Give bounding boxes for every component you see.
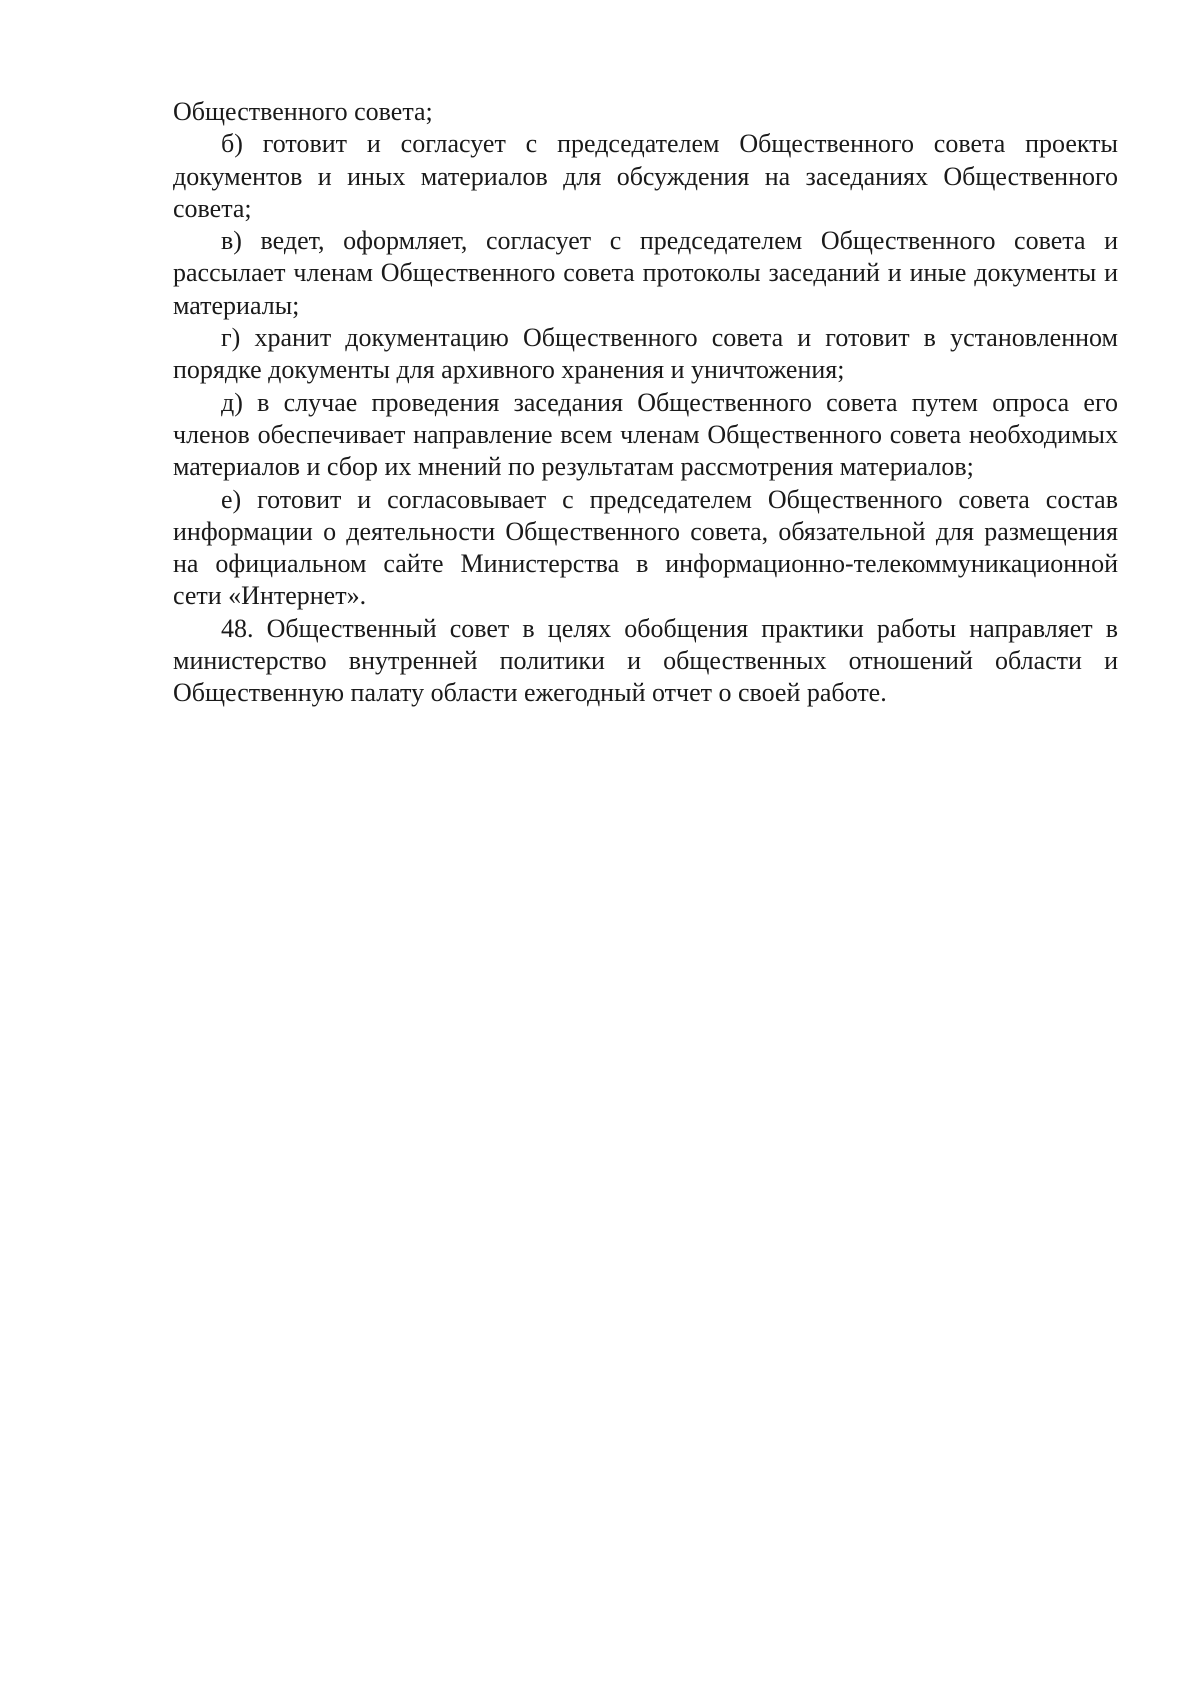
- paragraph-item-v: в) ведет, оформляет, согласует с председателем Общественного совета и рассылает членам Общественного совета протоколы заседаний и иные документы и материалы;: [173, 226, 1118, 320]
- paragraph-item-b: б) готовит и согласует с председателем Общественного совета проекты документов и иных материалов для обсуждения на заседаниях Общественного совета;: [173, 129, 1118, 223]
- paragraph-48: 48. Общественный совет в целях обобщения практики работы направляет в министерство внутренней политики и общественных отношений области и Общественную палату области ежегодный отчет о своей работе.: [173, 613, 1118, 708]
- paragraph-item-g: г) хранит документацию Общественного совета и готовит в установленном порядке документы для архивного хранения и уничтожения;: [173, 323, 1118, 385]
- document-body: [173, 96, 1118, 710]
- paragraph-continuation: Общественного совета;: [173, 97, 433, 126]
- paragraph-item-d: д) в случае проведения заседания Общественного совета путем опроса его членов обеспечивает направление всем членам Общественного совета необходимых материалов и сбор их мнений по результатам рассмотрения материалов;: [173, 387, 1118, 482]
- paragraph-item-e: е) готовит и согласовывает с председателем Общественного совета состав информации о деятельности Общественного совета, обязательной для размещения на официальном сайте Министерства в информационно-телекоммуникационной сети «Интернет».: [173, 484, 1118, 611]
